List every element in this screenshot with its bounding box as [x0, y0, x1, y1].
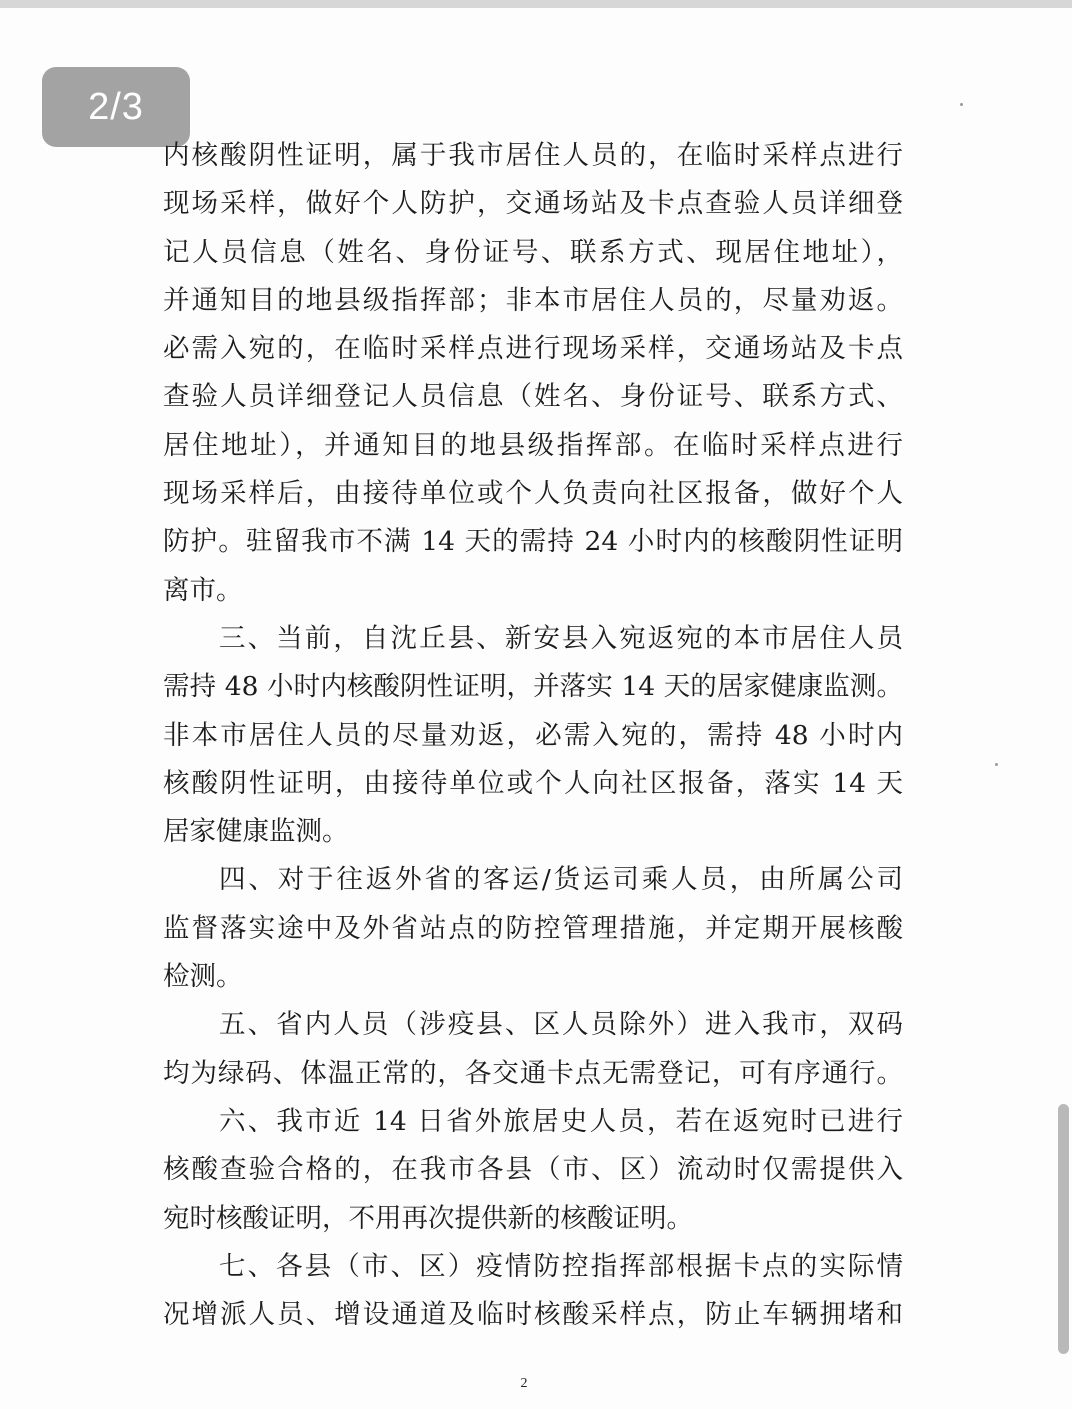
scan-speck	[995, 763, 998, 766]
paragraph-6-first-line: 六、我市近 14 日省外旅居史人员，若在返宛时已进行	[219, 1105, 903, 1137]
text-line: 并通知目的地县级指挥部；非本市居住人员的，尽量劝返。	[163, 284, 903, 316]
viewer-top-strip	[0, 0, 1072, 8]
text-line: 居家健康监测。	[163, 816, 349, 848]
text-line: 检测。	[163, 961, 243, 993]
text-line: 监督落实途中及外省站点的防控管理措施，并定期开展核酸	[163, 912, 903, 944]
text-line: 宛时核酸证明，不用再次提供新的核酸证明。	[163, 1202, 693, 1234]
text-line: 现场采样后，由接待单位或个人负责向社区报备，做好个人	[163, 478, 903, 510]
paragraph-4-first-line: 四、对于往返外省的客运/货运司乘人员，由所属公司	[219, 864, 903, 896]
text-line: 均为绿码、体温正常的，各交通卡点无需登记，可有序通行。	[163, 1057, 903, 1089]
text-line: 核酸查验合格的，在我市各县（市、区）流动时仅需提供入	[163, 1154, 903, 1186]
text-line: 防护。驻留我市不满 14 天的需持 24 小时内的核酸阴性证明	[163, 526, 903, 558]
page-number: 2	[520, 1376, 528, 1391]
paragraph-7-first-line: 七、各县（市、区）疫情防控指挥部根据卡点的实际情	[219, 1250, 903, 1282]
paragraph-5-first-line: 五、省内人员（涉疫县、区人员除外）进入我市，双码	[219, 1009, 903, 1041]
scan-speck	[960, 103, 963, 106]
text-line: 核酸阴性证明，由接待单位或个人向社区报备，落实 14 天	[163, 767, 903, 799]
vertical-scrollbar[interactable]	[1058, 1104, 1069, 1354]
text-line: 居住地址），并通知目的地县级指挥部。在临时采样点进行	[163, 429, 903, 461]
document-body	[163, 132, 903, 1339]
text-line: 需持 48 小时内核酸阴性证明，并落实 14 天的居家健康监测。	[163, 671, 903, 703]
text-line: 现场采样，做好个人防护，交通场站及卡点查验人员详细登	[163, 188, 903, 220]
text-line: 记人员信息（姓名、身份证号、联系方式、现居住地址），	[163, 236, 903, 268]
text-line: 内核酸阴性证明，属于我市居住人员的，在临时采样点进行	[163, 140, 903, 171]
paragraph-3-first-line: 三、当前，自沈丘县、新安县入宛返宛的本市居住人员	[219, 622, 903, 654]
text-line: 况增派人员、增设通道及临时核酸采样点，防止车辆拥堵和	[163, 1299, 903, 1331]
text-line: 非本市居住人员的尽量劝返，必需入宛的，需持 48 小时内	[163, 719, 903, 751]
text-line: 离市。	[163, 574, 243, 606]
text-line: 必需入宛的，在临时采样点进行现场采样，交通场站及卡点	[163, 333, 903, 365]
page-counter-badge: 2/3	[42, 67, 190, 147]
text-line: 查验人员详细登记人员信息（姓名、身份证号、联系方式、	[163, 381, 903, 413]
